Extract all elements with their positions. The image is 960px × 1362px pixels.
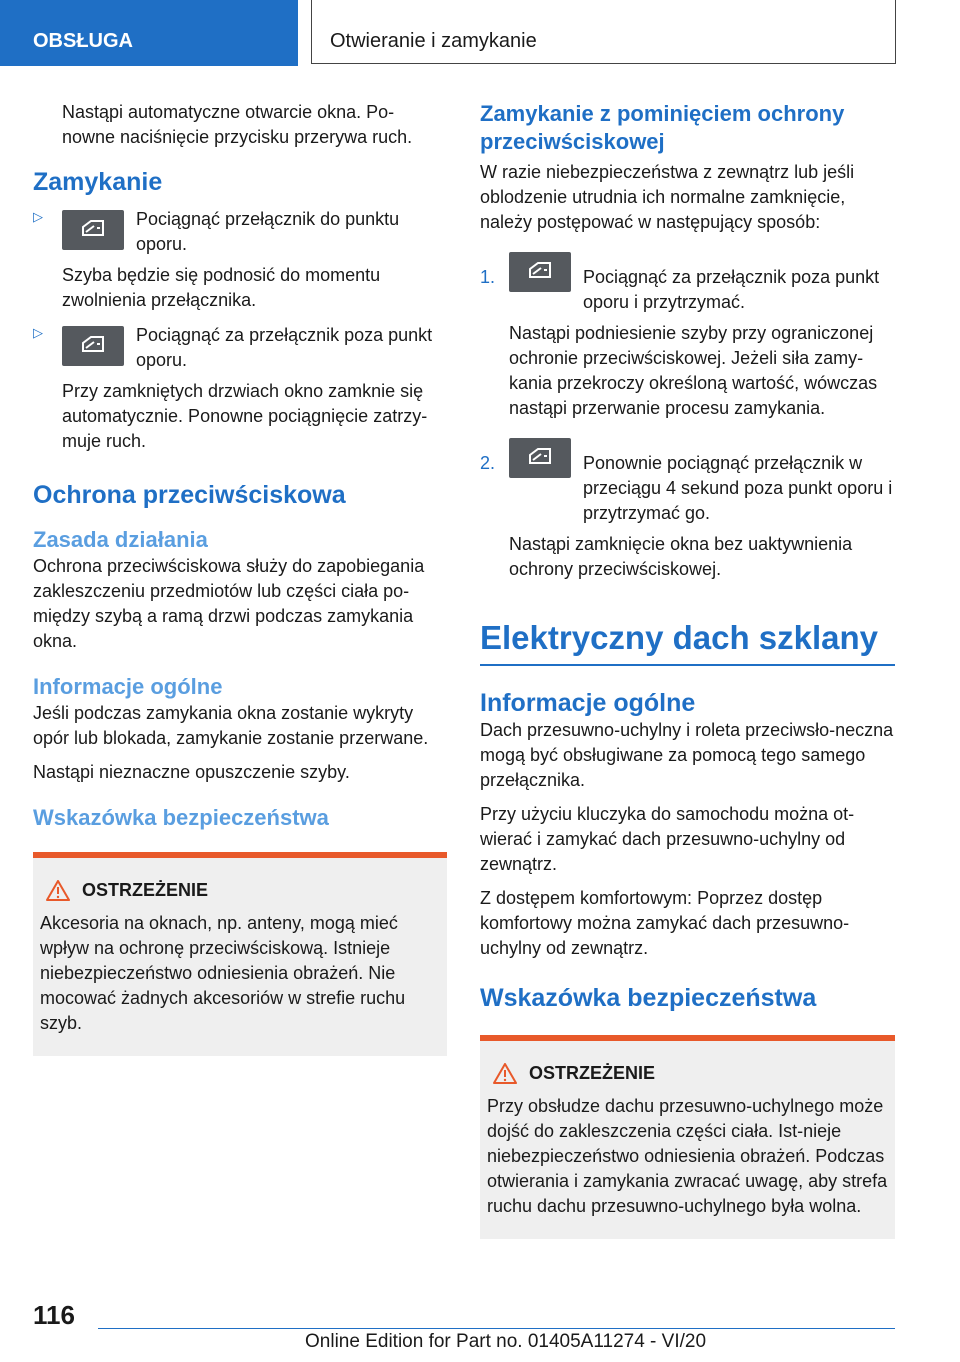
- window-switch-icon: [509, 438, 571, 478]
- intro-paragraph: Nastąpi automatyczne otwarcie okna. Po-nowne naciśnięcie przycisku przerywa ruch.: [62, 102, 413, 147]
- warning-triangle-icon: [493, 1063, 517, 1084]
- heading-wskazowka: Wskazówka bezpieczeństwa: [33, 805, 329, 830]
- footer-edition: Online Edition for Part no. 01405A11274 - VI/20: [305, 1331, 707, 1352]
- step-result: Nastąpi podniesienie szyby przy ograniczonej ochronie przeciwściskowej. Jeżeli siła zamy-kania przekroczy określoną wartość, wówczas nastąpi przerwanie procesu zamykania.: [509, 323, 878, 418]
- step-number: 1.: [480, 267, 496, 287]
- step-result: Nastąpi zamknięcie okna bez uaktywnienia ochrony przeciwściskowej.: [509, 534, 853, 579]
- heading-pominiecie: Zamykanie z pominięciem ochrony przeciwściskowej: [480, 101, 845, 154]
- left-column: [33, 100, 447, 1056]
- warning-title: [46, 880, 440, 901]
- warning-box: [33, 852, 447, 1056]
- footer-divider: [98, 1328, 895, 1329]
- zasada-paragraph: Ochrona przeciwściskowa służy do zapobiegania zakleszczeniu przedmiotów lub części ciała po-między szybą a ramą drzwi podczas zamykania okna.: [33, 556, 425, 651]
- warning-text: Akcesoria na oknach, np. anteny, mogą mieć wpływ na ochronę przeciwściskową. Istnieje niebezpieczeństwo odniesienia obrażeń. Nie mocować żadnych akcesoriów w strefie ruchu szyb.: [40, 913, 406, 1033]
- pominiecie-paragraph: W razie niebezpieczeństwa z zewnątrz lub jeśli oblodzenie utrudnia ich normalne zamknięcie, należy postępować w następujący sposób:: [480, 162, 855, 232]
- page-header: [0, 0, 960, 66]
- window-switch-icon: [509, 252, 571, 292]
- triangle-bullet-icon: ▷: [33, 209, 43, 224]
- warning-triangle-icon: [46, 880, 70, 901]
- step-number: 2.: [480, 453, 496, 473]
- list-item: [33, 207, 447, 257]
- window-switch-icon: [62, 210, 124, 250]
- list-item: [480, 249, 895, 315]
- triangle-bullet-icon: ▷: [33, 325, 43, 340]
- step-result: Przy zamkniętych drzwiach okno zamknie się automatycznie. Ponowne pociągnięcie zatrzy-muje ruch.: [62, 381, 428, 451]
- list-item: [33, 323, 447, 373]
- heading-wskazowka-right: Wskazówka bezpieczeństwa: [480, 984, 817, 1012]
- dach-paragraph-1: Dach przesuwno-uchylny i roleta przeciwsło-neczna mogą być obsługiwane za pomocą tego samego przełącznika.: [480, 720, 894, 790]
- heading-info-right: Informacje ogólne: [480, 689, 696, 717]
- chapter-title: Otwieranie i zamykanie: [311, 0, 896, 64]
- step-text: Pociągnąć przełącznik do punktu oporu.: [136, 209, 400, 254]
- step-text: Pociągnąć za przełącznik poza punkt oporu.: [136, 325, 433, 370]
- dach-paragraph-2: Przy użyciu kluczyka do samochodu można ot-wierać i zamykać dach przesuwno-uchylny od zewnątrz.: [480, 804, 855, 874]
- warning-label: OSTRZEŻENIE: [82, 880, 209, 900]
- heading-zasada: Zasada działania: [33, 527, 208, 552]
- heading-zamykanie: Zamykanie: [33, 168, 163, 196]
- info-paragraph-2: Nastąpi nieznaczne opuszczenie szyby.: [33, 762, 350, 782]
- window-switch-icon: [62, 326, 124, 366]
- heading-ochrona: Ochrona przeciwściskowa: [33, 481, 346, 509]
- dach-paragraph-3: Z dostępem komfortowym: Poprzez dostęp komfortowy można zamykać dach przesuwno-uchylny od zewnątrz.: [480, 888, 850, 958]
- list-item: [480, 435, 895, 526]
- step-result: Szyba będzie się podnosić do momentu zwolnienia przełącznika.: [62, 265, 381, 310]
- warning-title: [493, 1063, 888, 1084]
- warning-text: Przy obsłudze dachu przesuwno-uchylnego może dojść do zakleszczenia części ciała. Ist-nieje niebezpieczeństwo odniesienia obrażeń. Podczas otwierania i zamykania zwracać uwagę, aby strefa ruchu dachu przesuwno-uchylnego była wolna.: [487, 1096, 888, 1216]
- warning-label: OSTRZEŻENIE: [529, 1063, 656, 1083]
- heading-info: Informacje ogólne: [33, 674, 223, 699]
- right-column: [480, 100, 895, 1239]
- heading-dach: Elektryczny dach szklany: [480, 618, 895, 666]
- page-number: 116: [33, 1300, 75, 1330]
- info-paragraph-1: Jeśli podczas zamykania okna zostanie wykryty opór lub blokada, zamykanie zostanie przerwane.: [33, 703, 429, 748]
- step-text: Pociągnąć za przełącznik poza punkt oporu i przytrzymać.: [583, 267, 880, 312]
- step-text: Ponownie pociągnąć przełącznik w przeciągu 4 sekund poza punkt oporu i przytrzymać go.: [583, 453, 893, 523]
- section-tab: OBSŁUGA: [0, 0, 298, 66]
- warning-box: [480, 1035, 895, 1239]
